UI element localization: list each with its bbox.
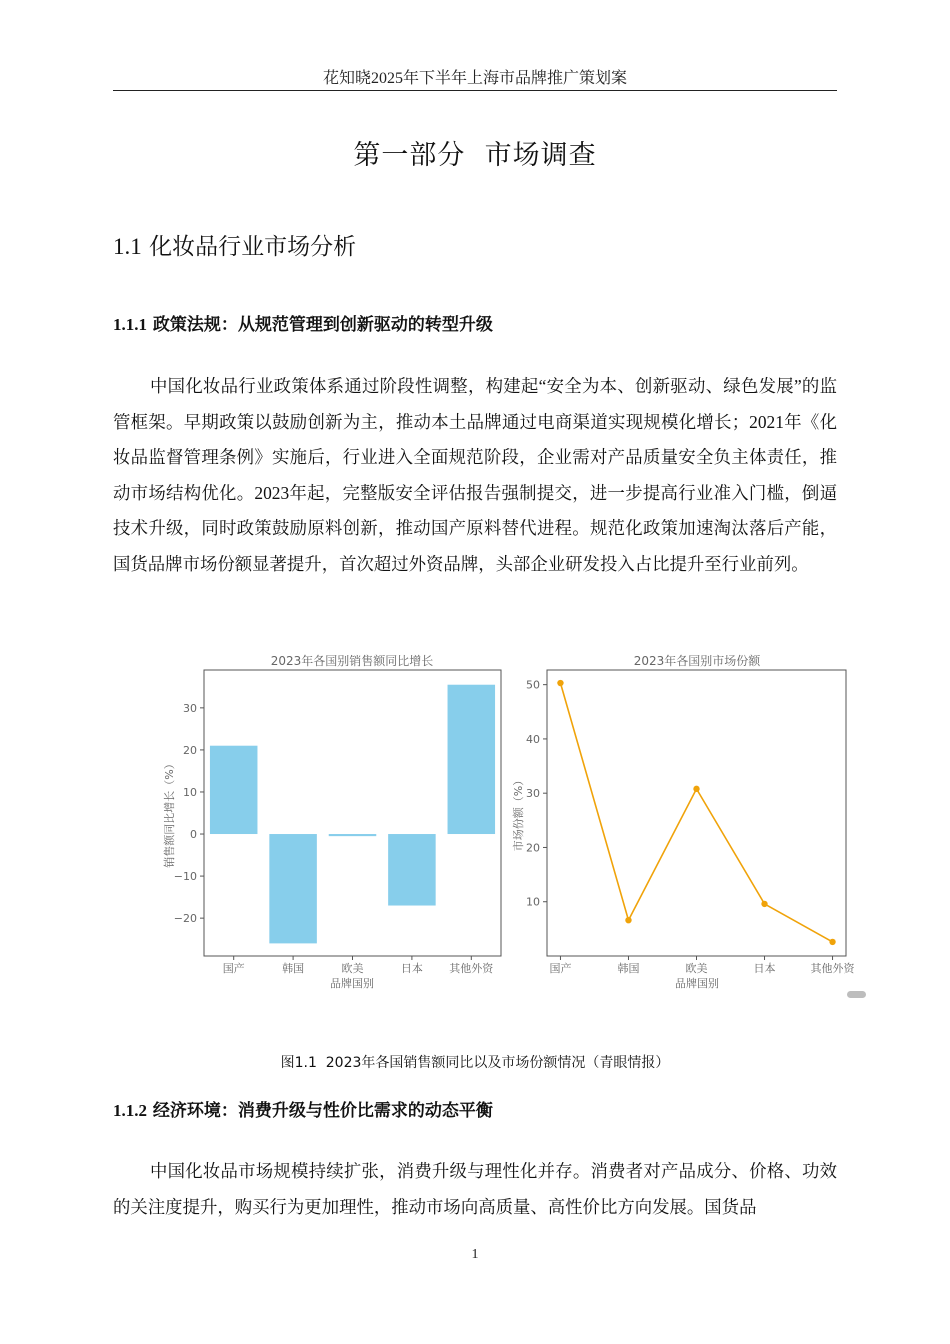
- subsection-2-title: 经济环境：消费升级与性价比需求的动态平衡: [152, 1101, 493, 1121]
- line-xtick-label: 韩国: [617, 962, 640, 975]
- section-heading: [113, 230, 356, 264]
- bar-韩国: [269, 834, 317, 943]
- part-title: 第一部分 市场调查: [353, 140, 597, 171]
- subsection-heading-2: [113, 1098, 493, 1124]
- bar-chart-xlabel: 品牌国别: [330, 977, 374, 990]
- line-ytick-label: 40: [526, 732, 540, 746]
- bar-国产: [210, 746, 258, 834]
- line-point-欧美: [693, 786, 699, 792]
- bar-ytick-label: 30: [183, 701, 197, 715]
- bar-xtick-label: 其他外资: [449, 962, 494, 975]
- line-ytick-label: 20: [526, 841, 540, 855]
- subsection-1-number: 1.1.1: [113, 315, 147, 334]
- line-xtick-label: 国产: [549, 962, 572, 975]
- line-chart-ylabel: 市场份额（%）: [512, 774, 525, 852]
- subsection-2-number: 1.1.2: [113, 1101, 147, 1120]
- bar-chart-title: 2023年各国别销售额同比增长: [270, 654, 434, 668]
- line-chart-title: 2023年各国别市场份额: [633, 654, 761, 668]
- bar-xtick-label: 国产: [222, 962, 245, 975]
- line-chart-frame: [547, 670, 846, 956]
- line-xtick-label: 其他外资: [810, 962, 855, 975]
- line-ytick-label: 30: [526, 787, 540, 801]
- bar-ytick-label: 0: [190, 828, 197, 842]
- bar-日本: [388, 834, 436, 906]
- line-point-韩国: [625, 917, 631, 923]
- bar-xtick-label: 韩国: [282, 962, 305, 975]
- bar-ytick-label: 10: [183, 785, 197, 799]
- bar-chart: [162, 653, 501, 990]
- line-point-其他外资: [829, 939, 835, 945]
- bar-其他外资: [448, 685, 496, 834]
- line-xtick-label: 欧美: [685, 962, 708, 975]
- bar-ytick-label: −20: [173, 912, 197, 926]
- header-rule: [113, 90, 837, 91]
- line-xtick-label: 日本: [753, 962, 776, 975]
- line-chart: [511, 653, 866, 998]
- section-title: 化妆品行业市场分析: [149, 234, 357, 260]
- bar-chart-ylabel: 销售额同比增长（%）: [163, 758, 176, 868]
- bar-ytick-label: 20: [183, 743, 197, 757]
- chart-watermark-badge: [847, 991, 866, 998]
- paragraph-economy: 中国化妆品市场规模持续扩张，消费升级与理性化并存。消费者对产品成分、价格、功效的关注度提升，购买行为更加理性，推动市场向高质量、高性价比方向发展。国货品: [113, 1161, 837, 1217]
- figure-caption: 图1.1 2023年各国销售额同比以及市场份额情况（青眼情报）: [280, 1055, 670, 1071]
- charts-svg: [150, 642, 870, 1012]
- subsection-1-title: 政策法规：从规范管理到创新驱动的转型升级: [152, 315, 493, 335]
- bar-xtick-label: 欧美: [341, 962, 364, 975]
- line-point-日本: [761, 901, 767, 907]
- line-ytick-label: 50: [526, 678, 540, 692]
- running-header: 花知晓2025年下半年上海市品牌推广策划案: [322, 70, 627, 87]
- bar-xtick-label: 日本: [400, 962, 423, 975]
- bar-ytick-label: −10: [173, 870, 197, 884]
- section-number: 1.1: [113, 234, 142, 259]
- page-number: 1: [471, 1247, 479, 1262]
- paragraph-policy: 中国化妆品行业政策体系通过阶段性调整，构建起“安全为本、创新驱动、绿色发展”的监管框架。早期政策以鼓励创新为主，推动本土品牌通过电商渠道实现规模化增长；2021年《化妆品监督管理条例》实施后，行业进入全面规范阶段，企业需对产品质量安全负主体责任，推动市场结构优化。2023年起，完整版安全评估报告强制提交，进一步提高行业准入门槛，倒逼技术升级，同时政策鼓励原料创新，推动国产原料替代进程。规范化政策加速淘汰落后产能，国货品牌市场份额显著提升，首次超过外资品牌，头部企业研发投入占比提升至行业前列。: [113, 376, 837, 574]
- subsection-heading-1: [113, 312, 493, 338]
- line-point-国产: [557, 680, 563, 686]
- line-ytick-label: 10: [526, 895, 540, 909]
- bar-欧美: [329, 834, 377, 836]
- line-series: [560, 683, 832, 942]
- line-chart-xlabel: 品牌国别: [675, 977, 719, 990]
- figure-charts: [150, 642, 870, 1012]
